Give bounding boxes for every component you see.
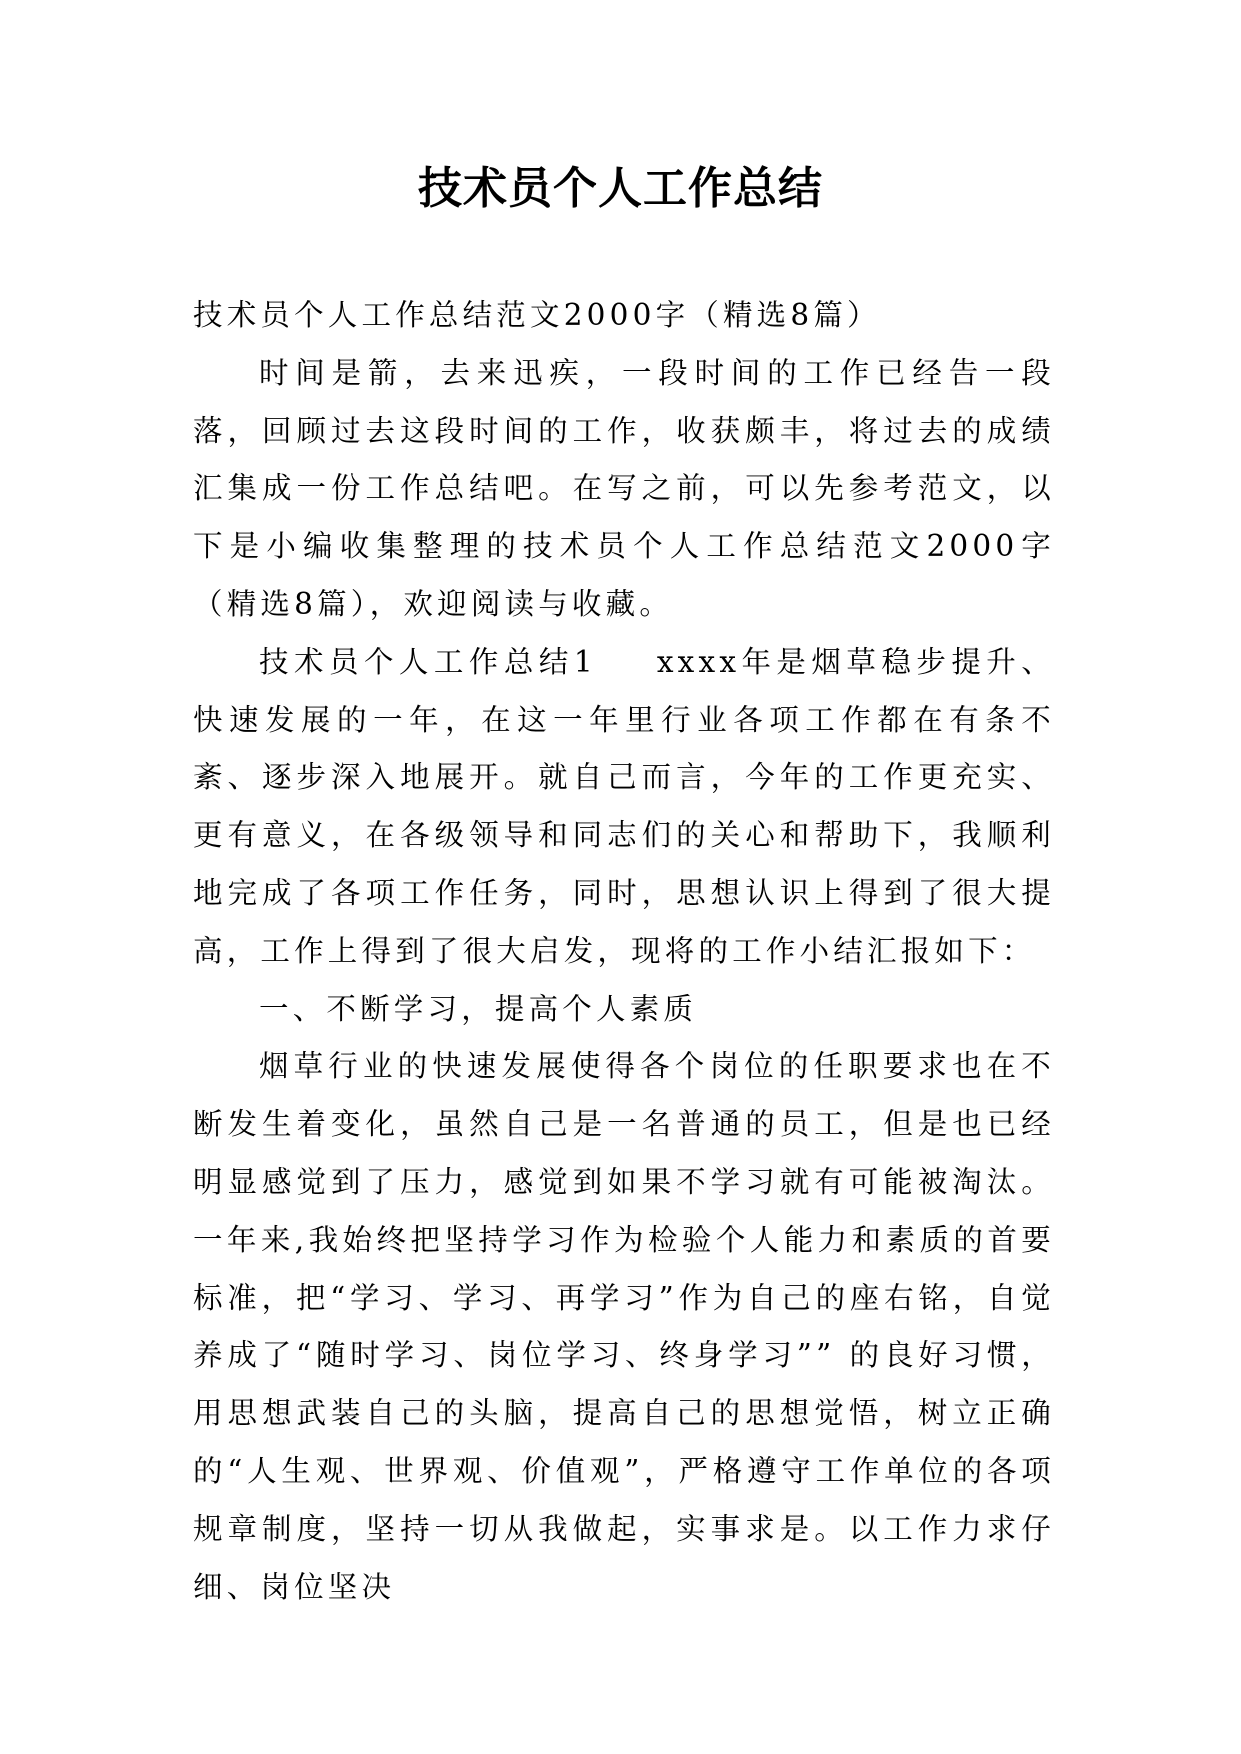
heading-study: 一、不断学习，提高个人素质 (259, 991, 698, 1026)
intro-paragraph: 时间是箭，去来迅疾，一段时间的工作已经告一段落，回顾过去这段时间的工作，收获颇丰，将过去的成绩汇集成一份工作总结吧。在写之前，可以先参考范文，以下是小编收集整理的技术员个人工作总结范文2000字（精选8篇），欢迎阅读与收藏。 (193, 355, 1055, 621)
study-paragraph: 烟草行业的快速发展使得各个岗位的任职要求也在不断发生着变化，虽然自己是一名普通的员工，但是也已经明显感觉到了压力，感觉到如果不学习就有可能被淘汰。一年来,我始终把坚持学习作为检验个人能力和素质的首要标准，把“学习、学习、再学习”作为自己的座右铭，自觉养成了“随时学习、岗位学习、终身学习”” 的良好习惯，用思想武装自己的头脑，提高自己的思想觉悟，树立正确的“人生观、世界观、价值观”，严格遵守工作单位的各项规章制度，坚持一切从我做起，实事求是。以工作力求仔细、岗位坚决 (193, 1049, 1055, 1604)
section-1-text: xxxx年是烟草稳步提升、快速发展的一年，在这一年里行业各项工作都在有条不紊、逐步深入地展开。就自己而言，今年的工作更充实、更有意义，在各级领导和同志们的关心和帮助下，我顺利地完成了各项工作任务，同时，思想认识上得到了很大提高，工作上得到了很大启发，现将的工作小结汇报如下： (193, 644, 1055, 968)
document-body (193, 287, 1055, 1616)
document-title: 技术员个人工作总结 (418, 163, 823, 214)
section-1-label: 技术员个人工作总结1 (259, 644, 597, 679)
section-1-paragraph (193, 634, 1055, 981)
document-subtitle: 技术员个人工作总结范文2000字（精选8篇） (193, 298, 881, 332)
